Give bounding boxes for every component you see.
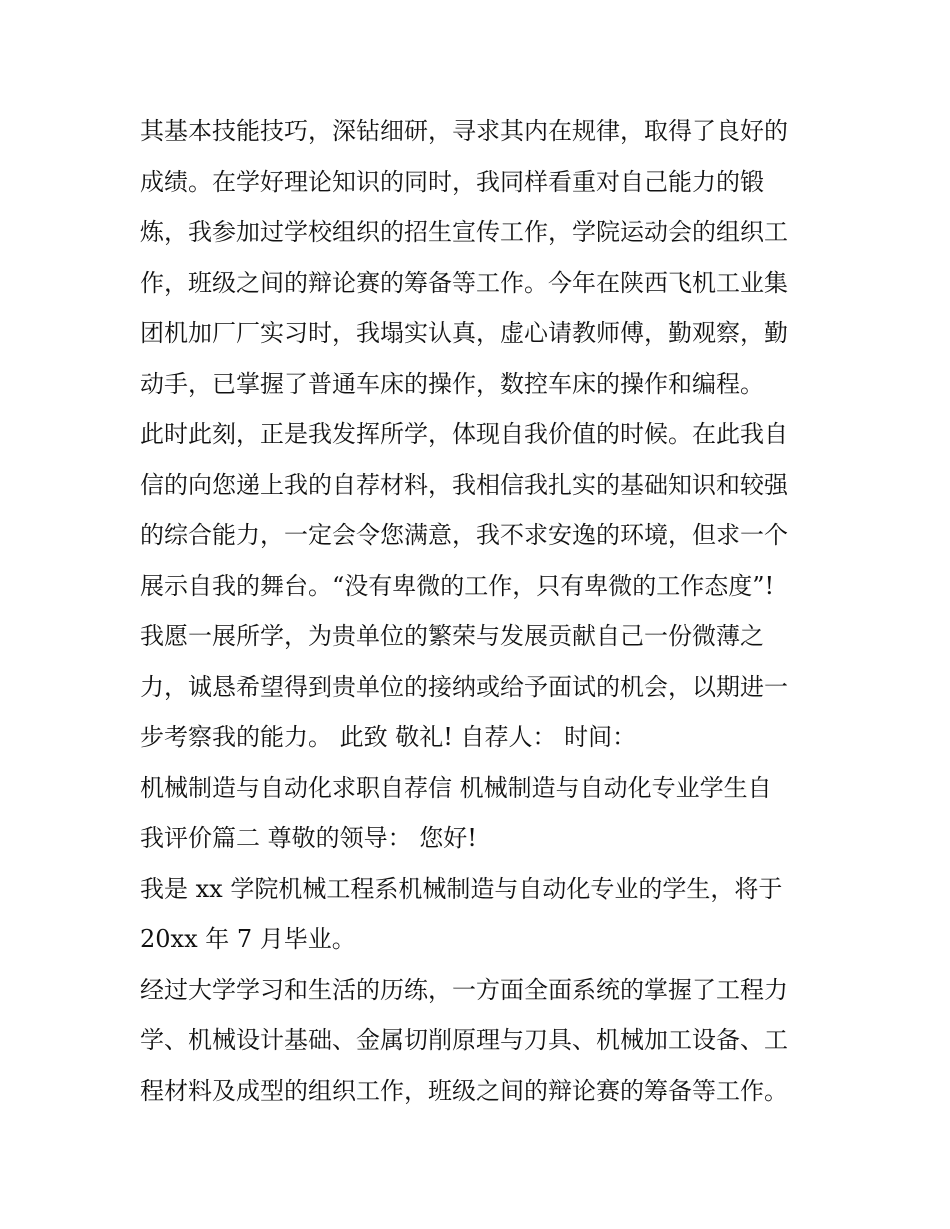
text-line: 作，班级之间的辩论赛的筹备等工作。今年在陕西飞机工业集 xyxy=(140,268,788,297)
text-line: 经过大学学习和生活的历练，一方面全面系统的掌握了工程力 xyxy=(140,975,788,1004)
text-line: 步考察我的能力。 此致 敬礼! 自荐人： 时间： xyxy=(140,723,637,751)
text-line: 的综合能力，一定会令您满意，我不求安逸的环境，但求一个 xyxy=(140,521,788,549)
text-line: 我是 xx 学院机械工程系机械制造与自动化专业的学生，将于 xyxy=(140,874,783,903)
text-line: 此时此刻，正是我发挥所学，体现自我价值的时候。在此我自 xyxy=(140,420,788,448)
text-line: 成绩。在学好理论知识的同时，我同样看重对自己能力的锻 xyxy=(140,167,764,196)
text-line: 其基本技能技巧，深钻细研，寻求其内在规律，取得了良好的 xyxy=(140,117,788,145)
text-line: 炼，我参加过学校组织的招生宣传工作，学院运动会的组织工 xyxy=(140,218,788,246)
text-line: 动手，已掌握了普通车床的操作，数控车床的操作和编程。 xyxy=(140,369,764,398)
text-line: 学、机械设计基础、金属切削原理与刀具、机械加工设备、工 xyxy=(140,1026,788,1054)
text-line: 团机加厂厂实习时，我塌实认真，虚心请教师傅，勤观察，勤 xyxy=(140,319,788,347)
text-line: 展示自我的舞台。“没有卑微的工作，只有卑微的工作态度”! xyxy=(140,571,775,600)
text-line: 力，诚恳希望得到贵单位的接纳或给予面试的机会，以期进一 xyxy=(140,672,788,701)
text-line: 信的向您递上我的自荐材料，我相信我扎实的基础知识和较强 xyxy=(140,470,788,499)
text-line: 机械制造与自动化求职自荐信 机械制造与自动化专业学生自 xyxy=(140,773,772,802)
text-line: 程材料及成型的组织工作，班级之间的辩论赛的筹备等工作。 xyxy=(140,1076,788,1105)
text-line: 我愿一展所学，为贵单位的繁荣与发展贡献自己一份微薄之 xyxy=(140,622,764,650)
text-line: 我评价篇二 尊敬的领导： 您好! xyxy=(140,824,477,852)
body-text xyxy=(140,106,820,1116)
text-line: 20xx 年 7 月毕业。 xyxy=(140,925,356,953)
